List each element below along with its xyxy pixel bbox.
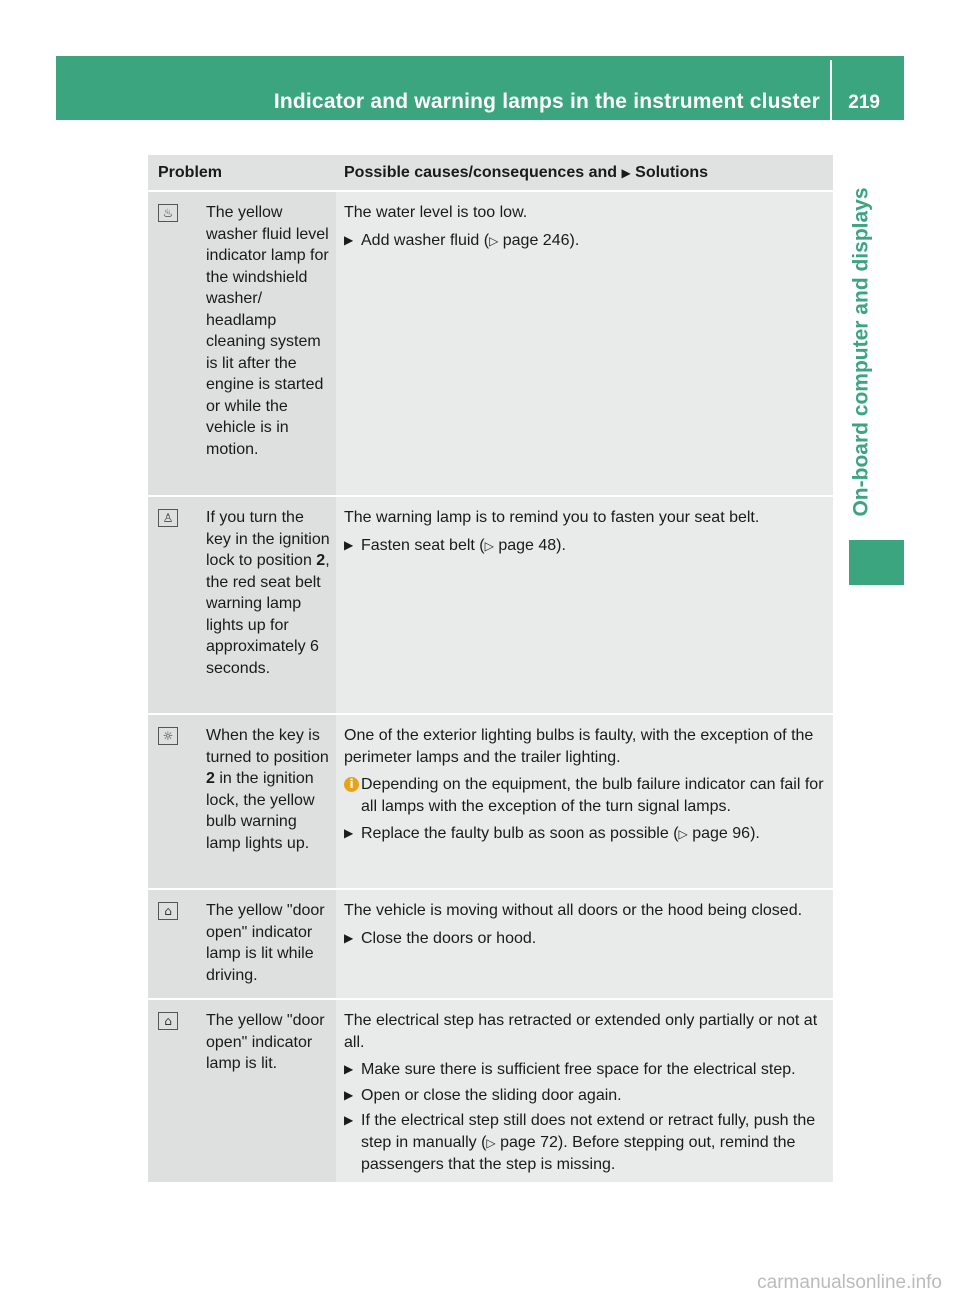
header-divider bbox=[830, 60, 832, 120]
step-arrow-icon: ▶ bbox=[344, 232, 354, 247]
step-text-end: ). bbox=[569, 231, 580, 249]
solutions-header-suffix: Solutions bbox=[635, 164, 709, 181]
solution-cell bbox=[336, 715, 833, 888]
solution-cell bbox=[336, 1000, 833, 1182]
step-item bbox=[344, 535, 827, 558]
problem-text: The yellow "door open" indicator lamp is lit while driving. bbox=[206, 902, 325, 984]
page-ref[interactable]: page 96 bbox=[692, 825, 751, 842]
watermark: carmanualsonline.info bbox=[757, 1272, 942, 1293]
page-ref-icon: ▷ bbox=[678, 827, 688, 841]
cause-text: The warning lamp is to remind you to fasten your seat belt. bbox=[344, 509, 760, 526]
seat-belt-icon: ♙ bbox=[158, 509, 178, 527]
step-text: If the electrical step still does not extend or retract fully, push the step in manually ( bbox=[361, 1112, 816, 1151]
solution-arrow-icon: ▶ bbox=[621, 166, 631, 180]
problem-cell bbox=[148, 1000, 336, 1182]
cause-text: The water level is too low. bbox=[344, 204, 528, 221]
info-note bbox=[344, 774, 827, 817]
step-arrow-icon: ▶ bbox=[344, 1062, 354, 1076]
solution-cell bbox=[336, 890, 833, 998]
step-text: Fasten seat belt ( bbox=[361, 536, 485, 554]
column-header-problem: Problem bbox=[158, 164, 223, 181]
solution-cell bbox=[336, 497, 833, 713]
step-arrow-icon: ▶ bbox=[344, 1113, 354, 1127]
step-arrow-icon: ▶ bbox=[344, 537, 354, 552]
page-ref-icon: ▷ bbox=[486, 1135, 496, 1150]
table-header bbox=[148, 155, 833, 192]
door-open-icon: ⌂ bbox=[158, 902, 178, 920]
header-bar bbox=[56, 56, 904, 120]
step-item bbox=[344, 823, 827, 846]
cause-text: One of the exterior lighting bulbs is faulty, with the exception of the perimeter lamps and the trailer lighting. bbox=[344, 727, 814, 766]
problem-text: When the key is turned to position 2 in the ignition lock, the yellow bulb warning lamp lights up. bbox=[206, 727, 329, 852]
step-item bbox=[344, 1059, 827, 1081]
problem-cell bbox=[148, 715, 336, 888]
page-ref[interactable]: page 246 bbox=[502, 231, 570, 249]
solution-cell bbox=[336, 192, 833, 495]
step-arrow-icon: ▶ bbox=[344, 930, 354, 945]
table-row bbox=[148, 497, 833, 715]
step-arrow-icon: ▶ bbox=[344, 826, 354, 840]
solutions-header-prefix: Possible causes/consequences and bbox=[344, 164, 618, 181]
step-item bbox=[344, 1085, 827, 1107]
problem-text: If you turn the key in the ignition lock to position 2, the red seat belt warning lamp lights up for approximately 6 seconds. bbox=[206, 509, 330, 677]
page-number: 219 bbox=[848, 92, 880, 113]
step-text: Add washer fluid ( bbox=[361, 231, 490, 249]
table-row bbox=[148, 890, 833, 1000]
table-row bbox=[148, 192, 833, 497]
step-item bbox=[344, 1110, 827, 1176]
info-icon: i bbox=[344, 777, 359, 792]
problem-cell bbox=[148, 890, 336, 998]
step-item bbox=[344, 928, 827, 950]
problem-text: The yellow washer fluid level indicator lamp for the windshield washer/ headlamp cleaning system is lit after the engine is started or while the vehicle is in motion. bbox=[206, 204, 329, 458]
step-text: Replace the faulty bulb as soon as possible ( bbox=[361, 825, 679, 842]
table-row bbox=[148, 715, 833, 890]
bulb-failure-icon: ☼ bbox=[158, 727, 178, 745]
problem-text: The yellow "door open" indicator lamp is lit. bbox=[206, 1012, 325, 1072]
washer-fluid-icon: ♨ bbox=[158, 204, 178, 222]
step-arrow-icon: ▶ bbox=[344, 1087, 354, 1102]
page-ref-icon: ▷ bbox=[489, 233, 499, 248]
cause-text: The vehicle is moving without all doors or the hood being closed. bbox=[344, 902, 803, 919]
side-tab-marker bbox=[849, 540, 904, 585]
step-text: Make sure there is sufficient free space for the electrical step. bbox=[361, 1061, 796, 1078]
problem-cell bbox=[148, 192, 336, 495]
cause-text: The electrical step has retracted or extended only partially or not at all. bbox=[344, 1012, 818, 1051]
page-ref-icon: ▷ bbox=[484, 538, 494, 553]
step-text: Open or close the sliding door again. bbox=[361, 1086, 622, 1104]
page-ref[interactable]: page 72 bbox=[500, 1133, 558, 1151]
door-open-icon: ⌂ bbox=[158, 1012, 178, 1030]
info-text: Depending on the equipment, the bulb failure indicator can fail for all lamps with the exception of the turn signal lamps. bbox=[361, 776, 824, 815]
step-text-end: ). Before stepping out, remind the passengers that the step is missing. bbox=[361, 1133, 796, 1173]
step-item bbox=[344, 230, 827, 253]
side-tab bbox=[848, 172, 876, 532]
page-ref[interactable]: page 48 bbox=[498, 536, 557, 554]
side-tab-label: On-board computer and displays bbox=[850, 187, 873, 517]
column-header-solutions bbox=[336, 155, 833, 190]
step-text-end: ). bbox=[750, 825, 760, 842]
step-text: Close the doors or hood. bbox=[361, 929, 537, 947]
table-row bbox=[148, 1000, 833, 1184]
page-title: Indicator and warning lamps in the instrument cluster bbox=[273, 90, 820, 113]
problem-cell bbox=[148, 497, 336, 713]
lamp-table bbox=[148, 155, 833, 1184]
step-text-end: ). bbox=[556, 536, 566, 554]
